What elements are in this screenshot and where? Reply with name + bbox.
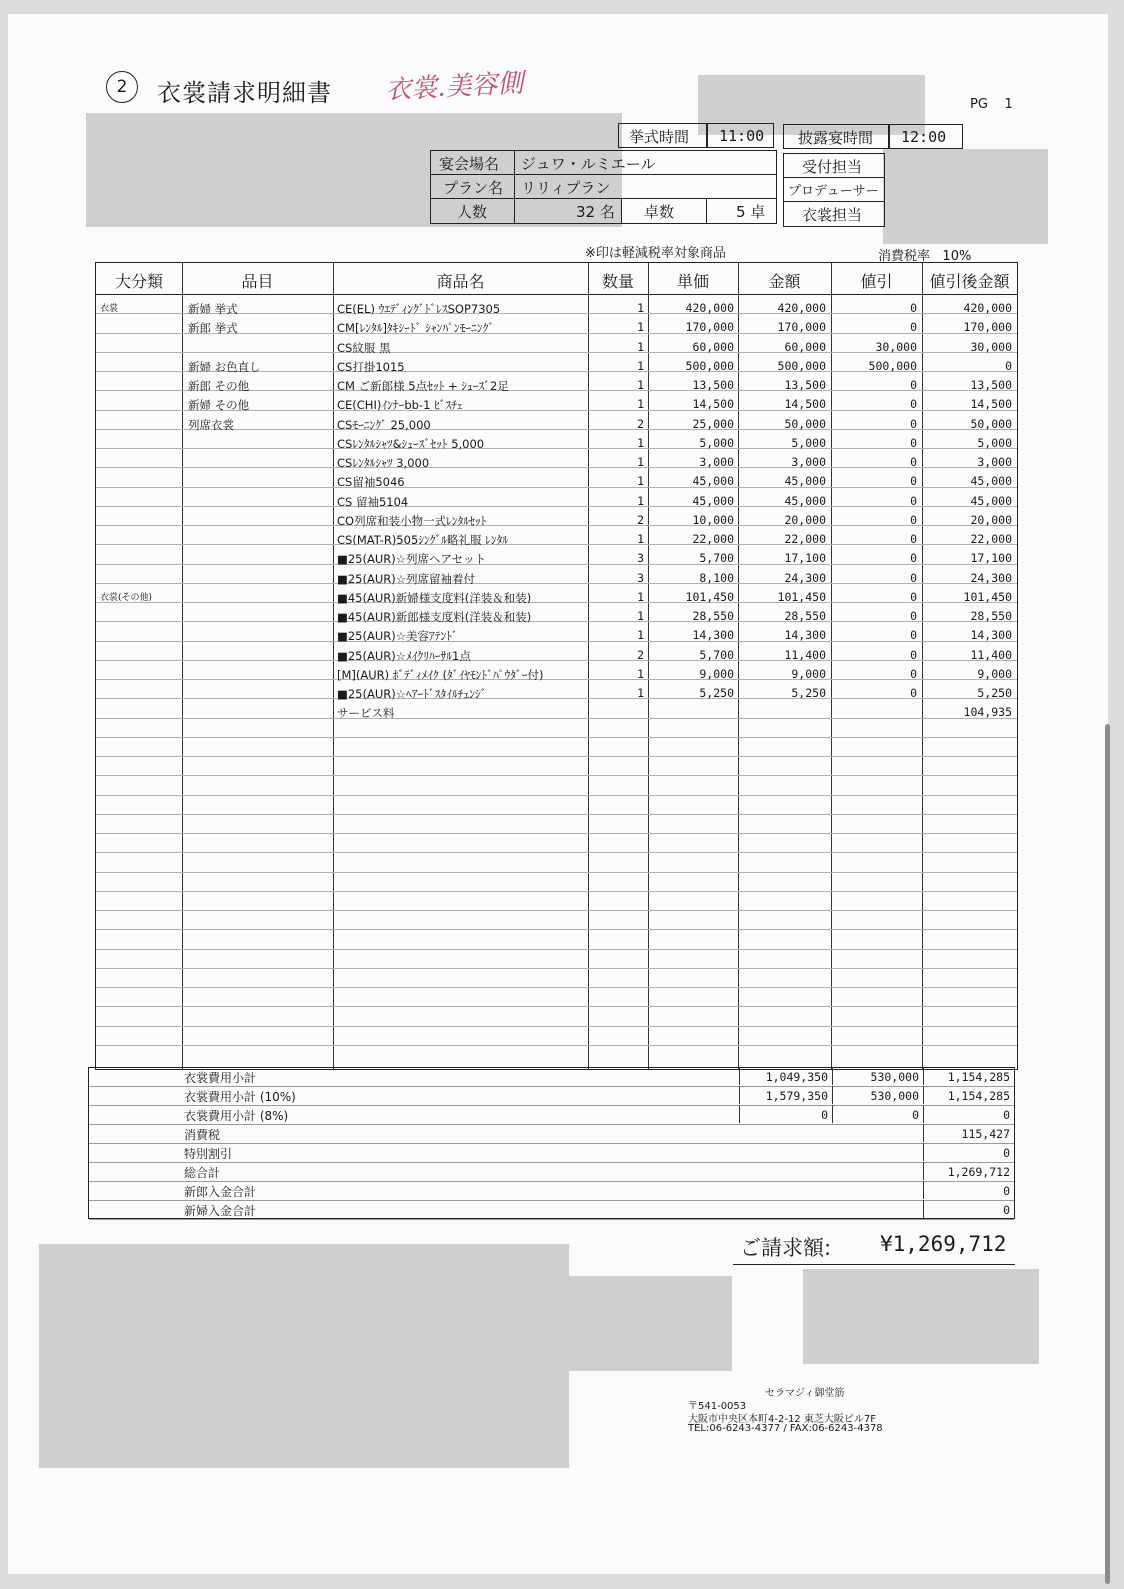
cell-category: 衣裳(その他) — [100, 592, 153, 603]
reception-time: 12:00 — [901, 128, 947, 146]
cell-qty: 1 — [637, 686, 644, 700]
cell-amount: 28,550 — [784, 609, 826, 623]
table-row — [96, 705, 1017, 724]
table-row — [96, 417, 1017, 436]
cell-net-amount: 50,000 — [970, 416, 1012, 431]
cell-discount: 0 — [910, 301, 917, 315]
staff-box — [783, 153, 885, 227]
col-header-category: 大分類 — [114, 272, 163, 291]
cell-unit-price: 500,000 — [685, 358, 734, 373]
company-address: 大阪市中央区本町4-2-12 東芝大阪ビル7F — [688, 1414, 876, 1425]
tables-unit: 卓 — [750, 203, 766, 221]
cell-product: CSﾓｰﾆﾝｸﾞ 25,000 — [337, 417, 431, 432]
summary-discount: 0 — [912, 1108, 919, 1122]
cell-net-amount: 45,000 — [970, 493, 1012, 508]
cell-amount: 9,000 — [791, 666, 826, 681]
table-row — [96, 397, 1017, 416]
table-row — [96, 301, 1017, 320]
cell-amount: 420,000 — [777, 301, 826, 315]
cell-discount: 30,000 — [875, 339, 917, 354]
cell-product: ■45(AUR)新郎様支度料(洋装＆和装) — [337, 610, 532, 624]
cell-unit-price: 60,000 — [692, 339, 734, 354]
cell-amount: 45,000 — [784, 493, 826, 508]
table-row — [96, 571, 1017, 590]
cell-item: 新婦 挙式 — [188, 302, 238, 316]
cell-net-amount: 104,935 — [963, 705, 1012, 720]
guests-count — [576, 201, 615, 222]
cell-net-amount: 20,000 — [970, 512, 1012, 527]
total-label: ご請求額: — [740, 1236, 832, 1260]
summary-discount: 530,000 — [870, 1089, 919, 1103]
cell-discount: 0 — [910, 397, 917, 412]
ceremony-time: 11:00 — [719, 127, 765, 145]
table-row — [96, 551, 1017, 570]
cell-unit-price: 9,000 — [699, 666, 734, 681]
venue-name: ジュワ・ルミエール — [521, 155, 656, 173]
page-label: PG — [970, 97, 988, 112]
company-name: セラマジィ御堂筋 — [765, 1388, 845, 1399]
summary-net: 0 — [1003, 1146, 1010, 1160]
cell-item: 新郎 その他 — [188, 379, 250, 393]
cell-amount: 13,500 — [784, 378, 826, 392]
summary-label: 新郎入金合計 — [184, 1185, 257, 1199]
cell-product: CE(EL) ｳｴﾃﾞｨﾝｸﾞﾄﾞﾚｽSOP7305 — [337, 302, 501, 316]
cell-unit-price: 5,000 — [699, 435, 734, 450]
col-header-product: 商品名 — [436, 272, 485, 291]
summary-net: 115,427 — [961, 1127, 1010, 1141]
cell-amount: 170,000 — [777, 320, 826, 335]
company-tel-fax: TEL:06-6243-4377 / FAX:06-6243-4378 — [688, 1423, 883, 1434]
summary-row — [89, 1200, 1014, 1220]
tables-count — [736, 201, 765, 222]
summary-label: 特別割引 — [184, 1147, 233, 1161]
summary-net: 0 — [1003, 1184, 1010, 1198]
redaction-bottom-middle — [569, 1276, 732, 1371]
cell-amount: 14,500 — [784, 397, 826, 412]
cell-net-amount: 30,000 — [970, 339, 1012, 354]
col-header-net-amount: 値引後金額 — [929, 272, 1010, 291]
col-header-qty: 数量 — [601, 272, 634, 291]
table-row — [96, 648, 1017, 667]
cell-amount: 3,000 — [791, 455, 826, 469]
table-row — [96, 513, 1017, 532]
invoice-page — [8, 14, 1108, 1574]
cell-discount: 0 — [910, 320, 917, 335]
costume-staff-label: 衣裳担当 — [802, 206, 863, 224]
tables-number: 5 — [736, 203, 746, 221]
cell-amount: 60,000 — [784, 339, 826, 354]
cell-net-amount: 9,000 — [977, 666, 1012, 681]
cell-qty: 1 — [637, 609, 644, 623]
table-row — [96, 628, 1017, 647]
cell-qty: 1 — [637, 666, 644, 681]
summary-row — [89, 1143, 1014, 1163]
cell-amount: 17,100 — [784, 551, 826, 566]
cell-net-amount: 28,550 — [970, 609, 1012, 623]
table-row — [96, 378, 1017, 397]
summary-block — [88, 1067, 1015, 1219]
summary-net: 1,154,285 — [947, 1089, 1010, 1103]
cell-discount: 0 — [910, 666, 917, 681]
col-header-discount: 値引 — [860, 272, 893, 291]
cell-qty: 2 — [637, 647, 644, 662]
cell-product: CS留袖5046 — [337, 475, 405, 490]
summary-net: 1,154,285 — [947, 1070, 1010, 1084]
reception-time-label-box — [783, 124, 890, 149]
cell-unit-price: 45,000 — [692, 493, 734, 508]
cell-product: CS(MAT-R)505ｼﾝｸﾞﾙ略礼服 ﾚﾝﾀﾙ — [337, 533, 509, 547]
cell-qty: 1 — [637, 455, 644, 469]
cell-product: ■45(AUR)新婦様支度料(洋装＆和装) — [337, 590, 532, 605]
handwritten-note: 衣裳.美容側 — [384, 68, 525, 106]
venue-label: 宴会場名 — [439, 155, 500, 173]
cell-amount: 45,000 — [784, 474, 826, 489]
summary-row — [89, 1086, 1014, 1106]
cell-unit-price: 420,000 — [685, 301, 734, 315]
cell-net-amount: 5,000 — [977, 435, 1012, 450]
summary-net: 0 — [1003, 1203, 1010, 1217]
summary-row — [89, 1181, 1014, 1201]
cell-net-amount: 5,250 — [977, 686, 1012, 700]
cell-product: ■25(AUR)☆ﾍｱｰﾄﾞｽﾀｲﾙﾁｪﾝｼﾞ — [337, 687, 487, 701]
table-row — [96, 436, 1017, 455]
venue-info-box — [430, 150, 777, 224]
table-row — [96, 494, 1017, 513]
cell-net-amount: 420,000 — [963, 301, 1012, 315]
cell-discount: 0 — [910, 570, 917, 585]
table-row — [96, 609, 1017, 628]
summary-discount: 530,000 — [870, 1070, 919, 1084]
table-row — [96, 532, 1017, 551]
summary-label: 総合計 — [184, 1166, 221, 1180]
cell-qty: 1 — [637, 378, 644, 392]
cell-net-amount: 3,000 — [977, 455, 1012, 469]
summary-row — [89, 1067, 1014, 1087]
cell-qty: 1 — [637, 435, 644, 450]
cell-amount: 22,000 — [784, 532, 826, 546]
page-indicator — [970, 97, 1013, 112]
cell-amount: 50,000 — [784, 416, 826, 431]
cell-item: 新郎 挙式 — [188, 321, 238, 336]
cell-unit-price: 170,000 — [685, 320, 734, 335]
cell-product: CS紋服 黒 — [337, 340, 391, 355]
cell-product: [M](AUR) ﾎﾞﾃﾞｨﾒｲｸ (ﾀﾞｲﾔﾓﾝﾄﾞﾊﾟｳﾀﾞｰ付) — [337, 667, 544, 682]
ceremony-time-label-box — [618, 123, 708, 148]
cell-net-amount: 22,000 — [970, 532, 1012, 546]
redaction-bottom-left — [39, 1244, 569, 1468]
document-title: 衣裳請求明細書 — [157, 79, 332, 107]
cell-discount: 0 — [910, 435, 917, 450]
cell-unit-price: 45,000 — [692, 474, 734, 489]
cell-unit-price: 28,550 — [692, 609, 734, 623]
summary-amount: 1,579,350 — [765, 1089, 828, 1103]
summary-net: 0 — [1003, 1108, 1010, 1122]
cell-product: ■25(AUR)☆ﾒｲｸﾘﾊｰｻﾙ1点 — [337, 648, 471, 663]
reception-time-box — [888, 124, 963, 149]
cell-discount: 0 — [910, 532, 917, 546]
reception-staff-label: 受付担当 — [802, 158, 863, 176]
summary-amount: 1,049,350 — [765, 1070, 828, 1084]
cell-amount: 20,000 — [784, 512, 826, 527]
guests-number: 32 — [576, 203, 596, 221]
redaction-staff — [883, 149, 1048, 244]
cell-discount: 0 — [910, 628, 917, 643]
cell-net-amount: 11,400 — [970, 647, 1012, 662]
cell-qty: 1 — [637, 589, 644, 604]
cell-qty: 1 — [637, 320, 644, 335]
company-postal: 〒541-0053 — [688, 1401, 747, 1412]
cell-item: 新婦 その他 — [188, 398, 250, 413]
cell-qty: 1 — [637, 301, 644, 315]
cell-discount: 0 — [910, 455, 917, 469]
summary-label: 新婦入金合計 — [184, 1204, 257, 1218]
summary-row — [89, 1105, 1014, 1125]
cell-discount: 0 — [910, 686, 917, 700]
cell-net-amount: 45,000 — [970, 474, 1012, 489]
cell-unit-price: 3,000 — [699, 455, 734, 469]
ceremony-time-box — [706, 123, 774, 148]
summary-amount: 0 — [821, 1108, 828, 1122]
cell-discount: 0 — [910, 551, 917, 566]
cell-qty: 1 — [637, 339, 644, 354]
cell-product: CO列席和装小物一式ﾚﾝﾀﾙｾｯﾄ — [337, 513, 487, 528]
cell-amount: 500,000 — [777, 358, 826, 373]
cell-amount: 5,000 — [791, 435, 826, 450]
summary-label: 衣裳費用小計 — [184, 1071, 257, 1085]
cell-qty: 3 — [637, 570, 644, 585]
reception-time-label: 披露宴時間 — [798, 129, 874, 147]
cell-net-amount: 14,300 — [970, 628, 1012, 643]
cell-amount: 14,300 — [784, 628, 826, 643]
cell-discount: 0 — [910, 609, 917, 623]
table-row — [96, 686, 1017, 705]
cell-product: ■25(AUR)☆美容ｱﾃﾝﾄﾞ — [337, 629, 458, 644]
ceremony-time-label: 挙式時間 — [629, 128, 690, 146]
plan-name: リリィプラン — [521, 179, 611, 197]
guests-label: 人数 — [457, 203, 488, 221]
cell-discount: 0 — [910, 589, 917, 604]
cell-qty: 2 — [637, 416, 644, 431]
table-row — [96, 667, 1017, 686]
table-row — [96, 359, 1017, 378]
cell-discount: 500,000 — [868, 358, 917, 373]
cell-discount: 0 — [910, 647, 917, 662]
cell-product: CSﾚﾝﾀﾙｼｬﾂ&ｼｭｰｽﾞｾｯﾄ 5,000 — [337, 436, 485, 451]
summary-label: 衣裳費用小計 (8%) — [184, 1109, 289, 1123]
cell-product: サービス料 — [337, 706, 395, 721]
cell-unit-price: 5,700 — [699, 647, 734, 662]
cell-item: 列席衣裳 — [188, 417, 234, 432]
cell-unit-price: 25,000 — [692, 416, 734, 431]
cell-qty: 1 — [637, 474, 644, 489]
guests-unit: 名 — [599, 203, 615, 221]
cell-net-amount: 14,500 — [970, 397, 1012, 412]
invoice-items-table — [95, 262, 1018, 1070]
plan-label: プラン名 — [443, 179, 504, 197]
cell-unit-price: 5,700 — [699, 551, 734, 566]
col-header-item: 品目 — [241, 272, 274, 291]
cell-discount: 0 — [910, 512, 917, 527]
reduced-tax-note: ※印は軽減税率対象商品 — [585, 246, 726, 261]
cell-unit-price: 14,500 — [692, 397, 734, 412]
cell-unit-price: 8,100 — [699, 570, 734, 585]
cell-discount: 0 — [910, 493, 917, 508]
cell-item: 新婦 お色直し — [188, 359, 261, 374]
cell-product: CM[ﾚﾝﾀﾙ]ﾀｷｼｰﾄﾞ ｼｬﾝﾊﾟﾝﾓｰﾆﾝｸﾞ — [337, 321, 495, 336]
summary-row — [89, 1124, 1014, 1144]
cell-amount: 24,300 — [784, 570, 826, 585]
cell-net-amount: 17,100 — [970, 551, 1012, 566]
cell-net-amount: 170,000 — [963, 320, 1012, 335]
col-header-unit-price: 単価 — [676, 272, 709, 291]
tables-label: 卓数 — [644, 203, 675, 221]
cell-discount: 0 — [910, 416, 917, 431]
cell-unit-price: 22,000 — [692, 532, 734, 546]
tax-rate-label: 消費税率 — [878, 249, 931, 264]
cell-qty: 1 — [637, 358, 644, 373]
total-value: ¥1,269,712 — [880, 1232, 1007, 1256]
cell-product: CSﾚﾝﾀﾙｼｬﾂ 3,000 — [337, 456, 430, 470]
table-row — [96, 590, 1017, 609]
cell-amount: 101,450 — [777, 589, 826, 604]
col-header-amount: 金額 — [768, 272, 801, 291]
redaction-bottom-right — [803, 1269, 1039, 1364]
summary-net: 1,269,712 — [947, 1165, 1010, 1179]
cell-qty: 1 — [637, 397, 644, 412]
cell-net-amount: 101,450 — [963, 589, 1012, 604]
table-row — [96, 340, 1017, 359]
document-number-circle: 2 — [106, 71, 138, 103]
page-number: 1 — [1004, 97, 1013, 112]
cell-qty: 1 — [637, 493, 644, 508]
cell-category: 衣裳 — [100, 304, 119, 314]
cell-discount: 0 — [910, 378, 917, 392]
table-row — [96, 455, 1017, 474]
cell-product: ■25(AUR)☆列席留袖着付 — [337, 571, 476, 586]
cell-product: CM ご新郎様 5点ｾｯﾄ + ｼｭｰｽﾞ2足 — [337, 379, 509, 393]
cell-amount: 5,250 — [791, 686, 826, 700]
cell-qty: 2 — [637, 512, 644, 527]
cell-discount: 0 — [910, 474, 917, 489]
cell-net-amount: 0 — [1005, 358, 1012, 373]
summary-row — [89, 1162, 1014, 1182]
tax-rate-value: 10% — [942, 249, 972, 264]
summary-label: 消費税 — [184, 1128, 221, 1142]
cell-product: CS打掛1015 — [337, 359, 405, 374]
cell-product: CE(CHI)ｲﾝﾅｰbb-1 ﾋﾞｽﾁｪ — [337, 398, 463, 413]
cell-qty: 1 — [637, 628, 644, 643]
cell-net-amount: 24,300 — [970, 570, 1012, 585]
cell-amount: 11,400 — [784, 647, 826, 662]
cell-unit-price: 13,500 — [692, 378, 734, 392]
cell-qty: 3 — [637, 551, 644, 566]
cell-unit-price: 10,000 — [692, 512, 734, 527]
cell-product: CS 留袖5104 — [337, 494, 409, 509]
total-underline — [733, 1264, 1015, 1265]
cell-product: ■25(AUR)☆列席ヘアセット — [337, 552, 487, 567]
scrollbar[interactable] — [1105, 724, 1110, 1584]
summary-label: 衣裳費用小計 (10%) — [184, 1090, 296, 1104]
cell-unit-price: 101,450 — [685, 589, 734, 604]
cell-net-amount: 13,500 — [970, 378, 1012, 392]
table-row — [96, 320, 1017, 339]
cell-unit-price: 14,300 — [692, 628, 734, 643]
cell-unit-price: 5,250 — [699, 686, 734, 700]
producer-label: プロデューサー — [788, 184, 879, 199]
table-row — [96, 474, 1017, 493]
cell-qty: 1 — [637, 532, 644, 546]
